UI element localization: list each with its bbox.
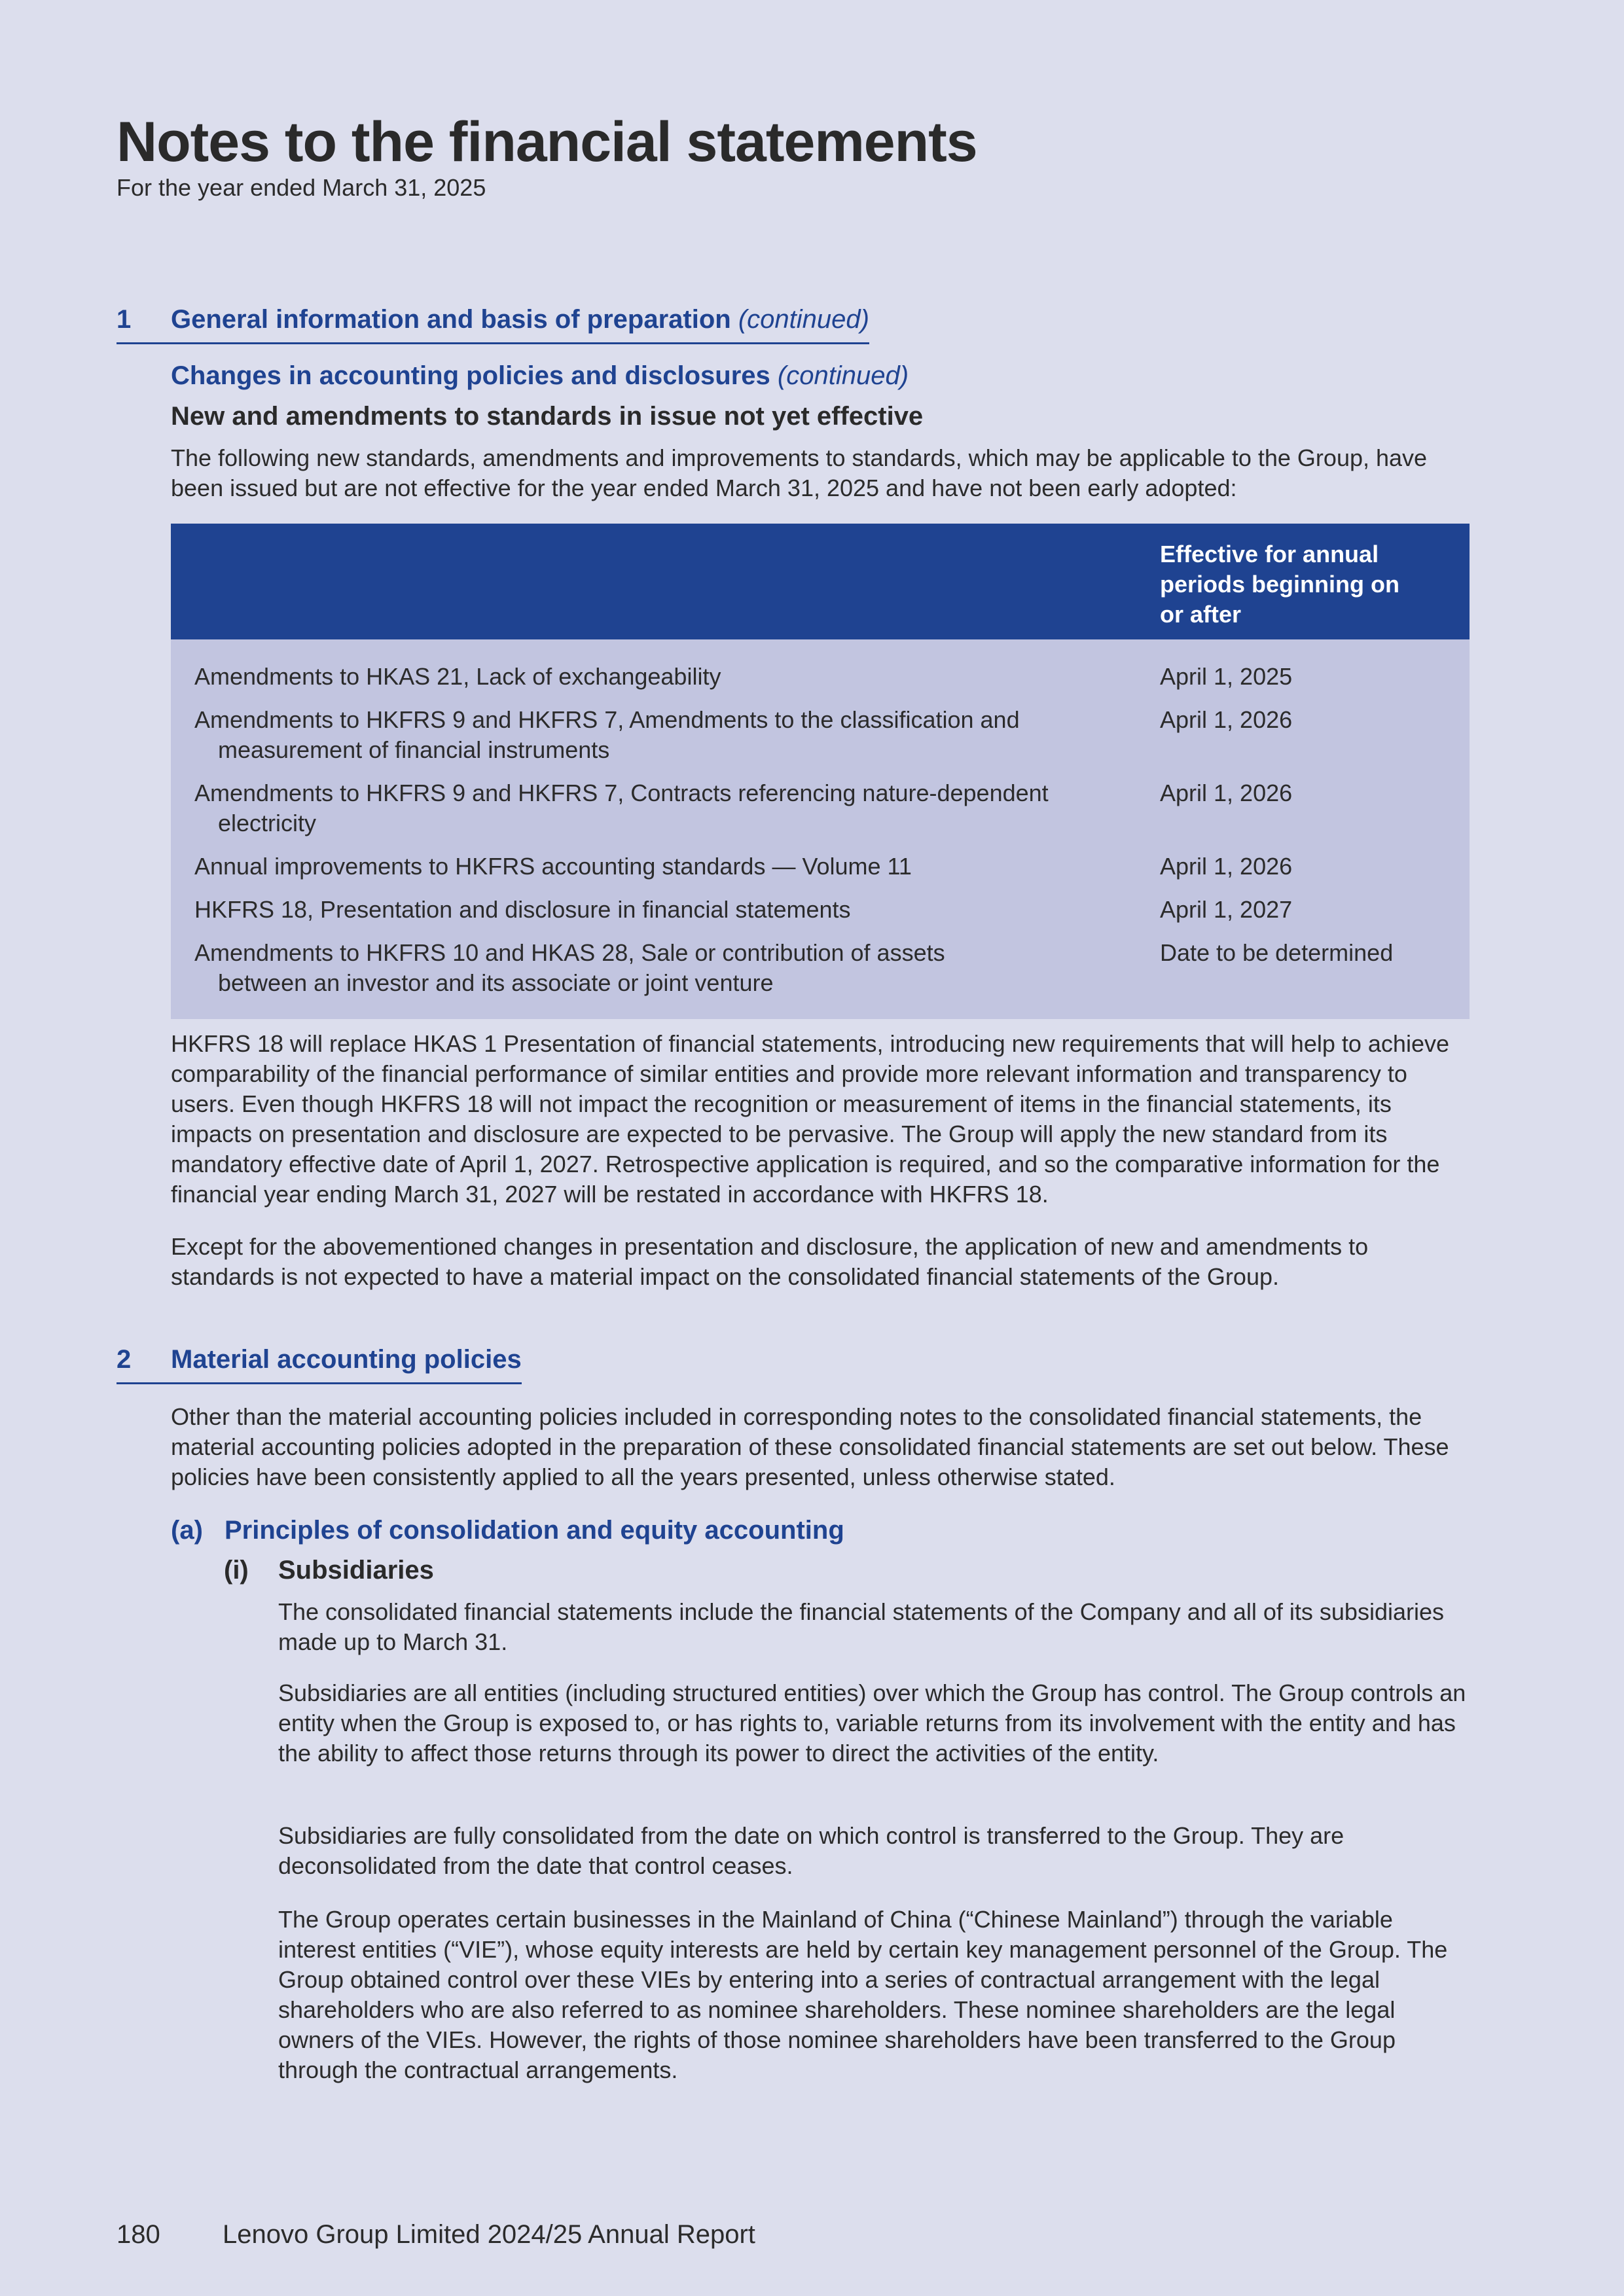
table-row <box>171 662 1470 692</box>
new-standards-heading: New and amendments to standards in issue not yet effective <box>171 402 924 431</box>
changes-accounting-heading <box>171 361 909 391</box>
effective-date: April 1, 2026 <box>1160 853 1293 880</box>
item-a-title: Principles of consolidation and equity accounting <box>225 1516 844 1545</box>
section-1-title: General information and basis of preparation <box>171 305 731 334</box>
section-1-continued: (continued) <box>738 305 869 334</box>
standard-name-continuation: between an investor and its associate or joint venture <box>218 969 774 996</box>
standards-table <box>171 524 1470 1019</box>
changes-accounting-continued: (continued) <box>777 361 909 390</box>
table-row <box>171 895 1470 925</box>
standard-name-line: HKFRS 18, Presentation and disclosure in financial statements <box>194 896 851 923</box>
subsidiaries-paragraph: Subsidiaries are fully consolidated from the date on which control is transferred to the Group. They are deconsolidated from the date that control ceases. <box>278 1822 1344 1879</box>
section-2-heading <box>117 1345 522 1384</box>
standard-name-line: Annual improvements to HKFRS accounting standards — Volume 11 <box>194 853 912 880</box>
standard-name <box>171 705 1137 765</box>
page-number: 180 <box>117 2220 160 2249</box>
standards-table-header <box>171 524 1470 639</box>
page-footer <box>117 2220 755 2250</box>
subsidiaries-heading <box>224 1556 434 1585</box>
table-row <box>171 705 1470 765</box>
effective-date: April 1, 2026 <box>1160 706 1293 733</box>
item-i-title: Subsidiaries <box>278 1556 434 1585</box>
standard-name <box>171 895 1137 925</box>
effective-date: April 1, 2026 <box>1160 780 1293 806</box>
new-standards-intro: The following new standards, amendments and improvements to standards, which may be applicable to the Group, have been issued but are not effective for the year ended March 31, 2025 and have not been early adopted: <box>171 444 1428 501</box>
standard-name <box>171 778 1137 838</box>
standard-name <box>171 852 1137 882</box>
effective-date: April 1, 2025 <box>1160 663 1293 690</box>
standard-name <box>171 938 1137 998</box>
consolidation-principles-heading <box>171 1516 844 1545</box>
hkfrs18-paragraph: HKFRS 18 will replace HKAS 1 Presentation of financial statements, introducing new requirements that will help to achieve comparability of the financial performance of similar entities and provide more relevant information and transparency to users. Even though HKFRS 18 will not impact the recognition or measurement of items in the financial statements, its impacts on presentation and disclosure are expected to be pervasive. The Group will apply the new standard from its mandatory effective date of April 1, 2027. Retrospective application is required, and so the comparative information for the financial year ending March 31, 2027 will be restated in accordance with HKFRS 18. <box>171 1030 1449 1208</box>
page-title: Notes to the financial statements <box>117 111 977 173</box>
table-row <box>171 938 1470 998</box>
standard-name-continuation: measurement of financial instruments <box>218 736 610 763</box>
except-paragraph: Except for the abovementioned changes in presentation and disclosure, the application of new and amendments to standards is not expected to have a material impact on the consolidated financial statements of the Group. <box>171 1233 1369 1290</box>
section-2-title: Material accounting policies <box>171 1345 522 1374</box>
report-title: Lenovo Group Limited 2024/25 Annual Report <box>223 2220 755 2249</box>
standard-name-continuation: electricity <box>218 810 317 836</box>
subsidiaries-paragraph: The consolidated financial statements include the financial statements of the Company and all of its subsidiaries made up to March 31. <box>278 1598 1444 1655</box>
table-row <box>171 852 1470 882</box>
standard-name <box>171 662 1137 692</box>
changes-accounting-title: Changes in accounting policies and disclosures <box>171 361 770 390</box>
standard-name-line: Amendments to HKAS 21, Lack of exchangeability <box>194 663 721 690</box>
effective-date: April 1, 2027 <box>1160 896 1293 923</box>
page-subtitle: For the year ended March 31, 2025 <box>117 174 486 201</box>
standard-name-line: Amendments to HKFRS 9 and HKFRS 7, Contracts referencing nature-dependent <box>194 780 1049 806</box>
subsidiaries-paragraph: The Group operates certain businesses in the Mainland of China (“Chinese Mainland”) through the variable interest entities (“VIE”), whose equity interests are held by certain key management personnel of the Group. The Group obtained control over these VIEs by entering into a series of contractual arrangement with the legal shareholders who are also referred to as nominee shareholders. These nominee shareholders are the legal owners of the VIEs. However, the rights of those nominee shareholders have been transferred to the Group through the contractual arrangements. <box>278 1906 1448 2083</box>
item-i-label: (i) <box>224 1556 249 1585</box>
standard-name-line: Amendments to HKFRS 10 and HKAS 28, Sale or contribution of assets <box>194 939 945 966</box>
section-2-number: 2 <box>117 1345 132 1374</box>
item-a-label: (a) <box>171 1516 203 1545</box>
subsidiaries-paragraph: Subsidiaries are all entities (including structured entities) over which the Group has control. The Group controls an entity when the Group is exposed to, or has rights to, variable returns from its involvement with the entity and has the ability to affect those returns through its power to direct the activities of the entity. <box>278 1679 1466 1767</box>
table-row <box>171 778 1470 838</box>
standard-name-line: Amendments to HKFRS 9 and HKFRS 7, Amendments to the classification and <box>194 706 1020 733</box>
standards-table-body <box>171 639 1470 1019</box>
section-2-intro: Other than the material accounting policies included in corresponding notes to the consolidated financial statements, the material accounting policies adopted in the preparation of these consolidated financial statements are set out below. These policies have been consistently applied to all the years presented, unless otherwise stated. <box>171 1403 1449 1490</box>
effective-date-column-header: Effective for annual periods beginning on or after <box>1160 541 1399 628</box>
section-1-heading <box>117 305 869 344</box>
effective-date: Date to be determined <box>1160 939 1394 966</box>
section-1-number: 1 <box>117 305 132 334</box>
